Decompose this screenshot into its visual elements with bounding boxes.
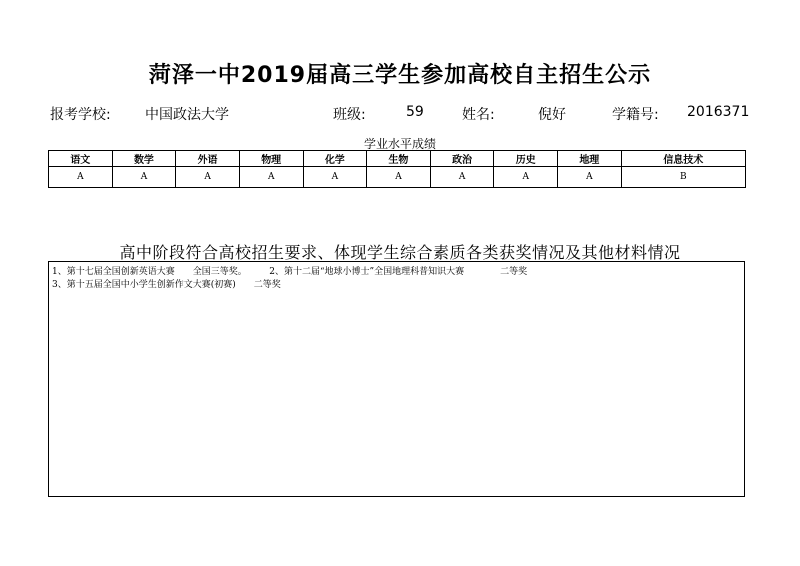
subject-header: 生物 [367, 151, 431, 167]
subject-header: 物理 [239, 151, 303, 167]
student-id-value: 2016371 [687, 104, 750, 120]
award-line: 1、第十七届全国创新英语大赛 全国三等奖。 2、第十二届“地球小博士”全国地理科普知识大赛 二等奖 [52, 267, 528, 277]
subject-header: 数学 [112, 151, 176, 167]
subject-header: 地理 [558, 151, 622, 167]
subject-header: 信息技术 [621, 151, 745, 167]
score-cell: A [176, 167, 240, 188]
score-cell: A [558, 167, 622, 188]
class-label: 班级: [333, 107, 366, 123]
class-value: 59 [406, 104, 424, 120]
score-cell: A [239, 167, 303, 188]
score-cell: A [112, 167, 176, 188]
score-cell: A [49, 167, 113, 188]
awards-section-title: 高中阶段符合高校招生要求、体现学生综合素质各类获奖情况及其他材料情况 [119, 243, 681, 262]
name-label: 姓名: [462, 107, 495, 123]
school-label: 报考学校: [50, 107, 111, 123]
score-cell: B [621, 167, 745, 188]
grades-section-title: 学业水平成绩 [363, 137, 436, 151]
score-cell: A [430, 167, 494, 188]
awards-box [48, 261, 745, 497]
subjects-row [49, 151, 746, 167]
score-cell: A [494, 167, 558, 188]
student-id-label: 学籍号: [612, 107, 659, 123]
subject-header: 外语 [176, 151, 240, 167]
school-value: 中国政法大学 [145, 107, 229, 123]
score-cell: A [303, 167, 367, 188]
subject-header: 政治 [430, 151, 494, 167]
award-line: 3、第十五届全国中小学生创新作文大赛(初赛) 二等奖 [52, 280, 281, 290]
grades-table [48, 150, 746, 188]
subject-header: 历史 [494, 151, 558, 167]
subject-header: 语文 [49, 151, 113, 167]
score-cell: A [367, 167, 431, 188]
name-value: 倪好 [538, 107, 566, 123]
subject-header: 化学 [303, 151, 367, 167]
scores-row [49, 167, 746, 188]
page-title: 菏泽一中2019届高三学生参加高校自主招生公示 [148, 63, 652, 88]
